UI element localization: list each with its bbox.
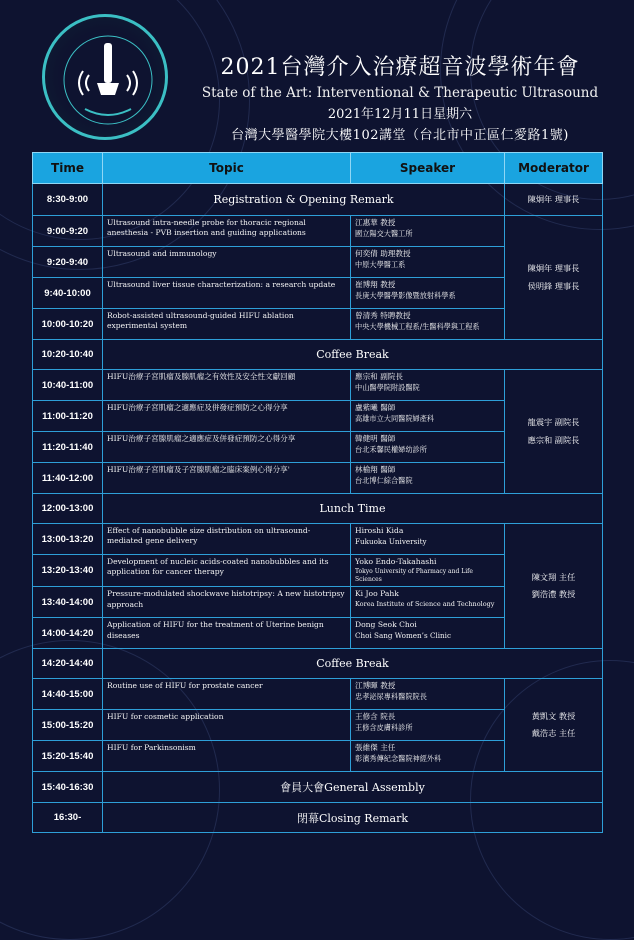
speaker-name: Hiroshi Kida — [355, 526, 404, 535]
row-time: 12:00-13:00 — [33, 494, 103, 524]
row-speaker — [351, 679, 505, 710]
row-break: Lunch Time — [103, 494, 603, 524]
table-row — [33, 494, 603, 524]
moderator-name: 戴浩志 主任 — [531, 728, 576, 739]
moderator-name: 陳文翔 主任 — [531, 571, 576, 582]
association-logo — [42, 14, 168, 140]
moderator-cell — [505, 679, 603, 772]
row-topic: HIFU for Parkinsonism — [103, 741, 351, 772]
row-topic: Ultrasound and immunology — [103, 247, 351, 278]
speaker-affiliation: 高雄市立大同醫院婦產科 — [355, 413, 435, 423]
column-header-topic: Topic — [103, 153, 351, 184]
speaker-affiliation: 長庚大學醫學影像暨放射科學系 — [355, 290, 456, 300]
speaker-name: Yoko Endo-Takahashi — [355, 557, 437, 566]
speaker-name: Ki Joo Pahk — [355, 589, 399, 599]
row-time: 11:00-11:20 — [33, 401, 103, 432]
row-time: 14:40-15:00 — [33, 679, 103, 710]
row-topic: Ultrasound intra-needle probe for thoracic regional anesthesia - PVB insertion and guiding applications — [103, 216, 351, 247]
moderator-name: 應宗和 副院長 — [527, 434, 580, 445]
row-time: 16:30- — [33, 803, 103, 833]
row-time: 10:00-10:20 — [33, 309, 103, 340]
row-time: 8:30-9:00 — [33, 184, 103, 216]
row-time: 13:20-13:40 — [33, 555, 103, 587]
event-header — [190, 50, 610, 143]
speaker-affiliation: 台北禾馨民權婦幼診所 — [355, 444, 427, 454]
table-row — [33, 216, 603, 247]
row-time: 15:20-15:40 — [33, 741, 103, 772]
row-break: Coffee Break — [103, 649, 603, 679]
row-speaker — [351, 524, 505, 555]
row-time: 15:00-15:20 — [33, 710, 103, 741]
speaker-name: 崔博翔 教授 — [355, 280, 396, 289]
speaker-name: 韓健明 醫師 — [355, 434, 396, 443]
row-speaker — [351, 278, 505, 309]
speaker-affiliation: 中央大學機械工程系/生醫科學與工程系 — [355, 321, 480, 331]
row-topic: HIFU治療子宮腺肌瘤之適應症及併發症預防之心得分享 — [103, 432, 351, 463]
row-topic: Robot-assisted ultrasound-guided HIFU ablation experimental system — [103, 309, 351, 340]
row-topic: HIFU治療子宮肌瘤及子宮腺肌瘤之臨床案例心得分享' — [103, 463, 351, 494]
row-topic: Ultrasound liver tissue characterization: a research update — [103, 278, 351, 309]
row-speaker — [351, 370, 505, 401]
row-speaker — [351, 618, 505, 649]
row-speaker — [351, 710, 505, 741]
row-topic: Application of HIFU for the treatment of Uterine benign diseases — [103, 618, 351, 649]
row-time: 13:00-13:20 — [33, 524, 103, 555]
row-speaker — [351, 587, 505, 618]
row-time: 14:00-14:20 — [33, 618, 103, 649]
speaker-name: 應宗和 副院長 — [355, 372, 403, 381]
row-topic: HIFU治療子宮肌瘤之適應症及併發症預防之心得分享 — [103, 401, 351, 432]
speaker-affiliation: 王修含皮膚科診所 — [355, 723, 413, 733]
row-session-title: 會員大會General Assembly — [103, 772, 603, 803]
row-time: 11:20-11:40 — [33, 432, 103, 463]
row-speaker — [351, 432, 505, 463]
moderator-cell — [505, 370, 603, 494]
moderator-name: 陳炯年 理事長 — [527, 263, 580, 274]
row-topic: Effect of nanobubble size distribution on ultrasound-mediated gene delivery — [103, 524, 351, 555]
row-topic: Development of nucleic acids-coated nanobubbles and its application for cancer therapy — [103, 555, 351, 587]
moderator-cell — [505, 216, 603, 340]
moderator-name: 侯明鋒 理事長 — [527, 280, 580, 291]
row-time: 15:40-16:30 — [33, 772, 103, 803]
speaker-name: 江博暉 教授 — [355, 681, 396, 691]
row-time: 9:00-9:20 — [33, 216, 103, 247]
row-speaker — [351, 555, 505, 587]
moderator-cell: 陳炯年 理事長 — [505, 184, 603, 216]
event-title: 2021台灣介入治療超音波學術年會 — [220, 55, 580, 80]
table-row — [33, 524, 603, 555]
speaker-affiliation: 彰濱秀傳紀念醫院神經外科 — [355, 754, 442, 764]
row-time: 9:20-9:40 — [33, 247, 103, 278]
row-time: 13:40-14:00 — [33, 587, 103, 618]
event-date: 2021年12月11日星期六 — [327, 107, 473, 122]
row-speaker — [351, 401, 505, 432]
row-break: Coffee Break — [103, 340, 603, 370]
column-header-time: Time — [33, 153, 103, 184]
row-session-title: 閉幕Closing Remark — [103, 803, 603, 833]
column-header-speaker: Speaker — [351, 153, 505, 184]
row-speaker — [351, 309, 505, 340]
speaker-name: 曾清秀 特聘教授 — [355, 311, 411, 320]
event-subtitle: State of the Art: Interventional & Therapeutic Ultrasound — [201, 85, 599, 101]
row-speaker — [351, 216, 505, 247]
speaker-name: 何奕倩 助理教授 — [355, 249, 411, 258]
moderator-name: 黃凱文 教授 — [531, 711, 576, 722]
row-speaker — [351, 247, 505, 278]
event-venue: 台灣大學醫學院大樓102講堂（台北市中正區仁愛路1號) — [231, 128, 569, 143]
row-topic: HIFU for cosmetic application — [103, 710, 351, 741]
speaker-affiliation: Fukuoka University — [355, 536, 427, 546]
moderator-name: 龍震宇 副院長 — [527, 417, 580, 428]
table-row — [33, 679, 603, 710]
speaker-affiliation: 忠孝泌尿專科醫院院長 — [355, 692, 427, 702]
speaker-affiliation: 台北博仁綜合醫院 — [355, 475, 413, 485]
ultrasound-probe-icon — [45, 17, 171, 143]
speaker-name: 林榆翔 醫師 — [355, 465, 396, 474]
moderator-cell — [505, 524, 603, 649]
table-header-row — [33, 153, 603, 184]
speaker-name: 江惠華 教授 — [355, 218, 396, 227]
row-time: 10:40-11:00 — [33, 370, 103, 401]
table-row — [33, 340, 603, 370]
row-topic: Routine use of HIFU for prostate cancer — [103, 679, 351, 710]
table-row — [33, 649, 603, 679]
schedule-table — [32, 152, 603, 833]
row-session-title: Registration & Opening Remark — [103, 184, 505, 216]
row-speaker — [351, 463, 505, 494]
row-topic: HIFU治療子宮肌瘤及腺肌瘤之有效性及安全性文獻回顧 — [103, 370, 351, 401]
row-time: 11:40-12:00 — [33, 463, 103, 494]
speaker-affiliation: 國立陽交大醫工所 — [355, 228, 413, 238]
speaker-name: Dong Seok Choi — [355, 620, 417, 630]
row-topic: Pressure-modulated shockwave histotripsy: A new histotripsy approach — [103, 587, 351, 618]
table-row — [33, 184, 603, 216]
row-time: 9:40-10:00 — [33, 278, 103, 309]
row-time: 14:20-14:40 — [33, 649, 103, 679]
speaker-affiliation: Korea Institute of Science and Technology — [355, 600, 495, 609]
row-time: 10:20-10:40 — [33, 340, 103, 370]
row-speaker — [351, 741, 505, 772]
speaker-affiliation: Tokyo University of Pharmacy and Life Sciences — [355, 567, 473, 584]
speaker-name: 張維傑 主任 — [355, 743, 396, 753]
speaker-affiliation: Choi Sang Women’s Clinic — [355, 631, 451, 641]
table-row — [33, 803, 603, 833]
speaker-affiliation: 中山醫學院附設醫院 — [355, 382, 420, 392]
moderator-name: 劉浩澧 教授 — [531, 589, 576, 600]
table-row — [33, 772, 603, 803]
table-row — [33, 370, 603, 401]
column-header-moderator: Moderator — [505, 153, 603, 184]
speaker-name: 盧紫曦 醫師 — [355, 403, 396, 412]
speaker-name: 王修含 院長 — [355, 712, 396, 722]
speaker-affiliation: 中原大學醫工系 — [355, 259, 406, 269]
